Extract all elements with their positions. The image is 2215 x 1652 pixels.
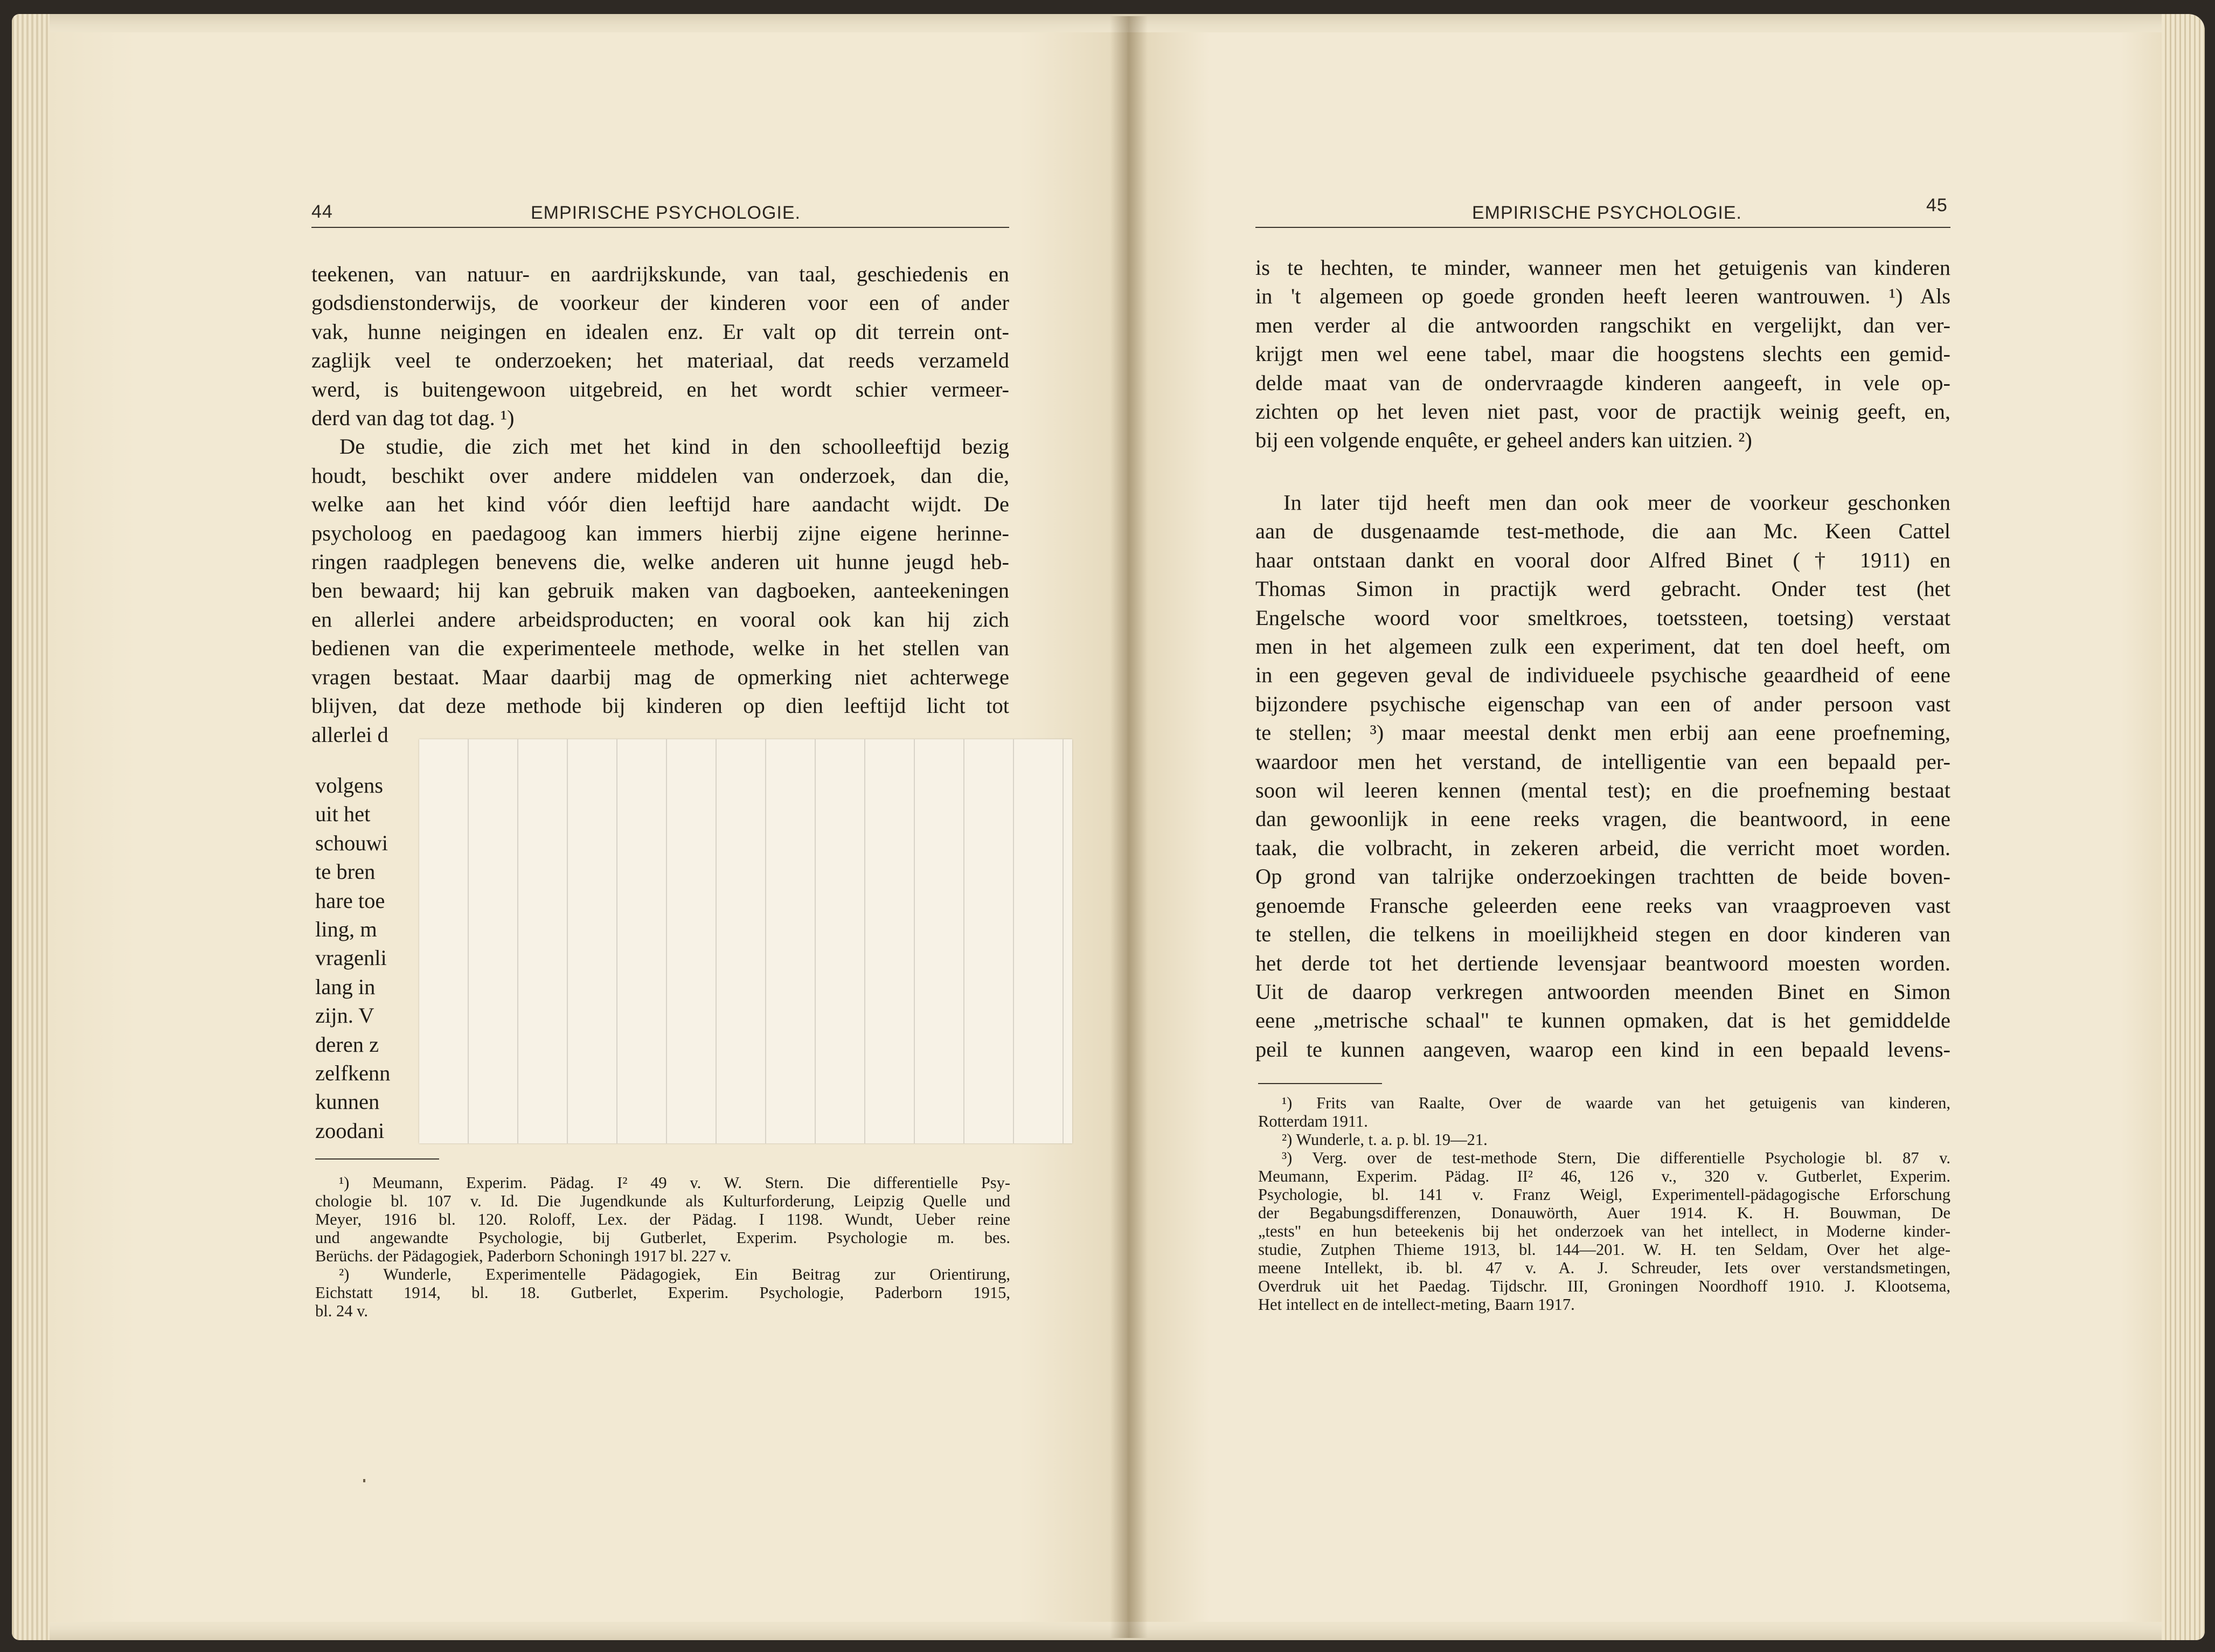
left-body-text xyxy=(311,260,1009,749)
footnote-line: „tests" en hun beteekenis bij het onderzoek van het intellect, in Moderne kinder- xyxy=(1258,1222,1950,1240)
footnote-line: ¹) Meumann, Experim. Pädag. I² 49 v. W. Stern. Die differentielle Psy- xyxy=(339,1174,1010,1192)
text-fragment: zijn. V xyxy=(315,1003,374,1028)
footnote-line: der Begabungsdifferenzen, Donauwörth, Auer 1914. K. H. Bouwman, De xyxy=(1258,1204,1950,1222)
footnote-line: studie, Zutphen Thieme 1913, bl. 144—201. W. H. ten Seldam, Over het alge- xyxy=(1258,1240,1950,1259)
text-line: aan de dusgenaamde test-methode, die aan Mc. Keen Cattel xyxy=(1255,519,1950,544)
right-footnotes xyxy=(1258,1094,1950,1314)
text-line: psycholoog en paedagoog kan immers hierbij zijne eigene herinne- xyxy=(311,520,1009,545)
right-body-text-1 xyxy=(1255,253,1950,455)
left-footnote-rule xyxy=(315,1158,439,1160)
text-line: te stellen; ³) maar meestal denkt men erbij aan eene proefneming, xyxy=(1255,720,1950,745)
paper-speck xyxy=(363,1479,365,1482)
footnote-line: Psychologie, bl. 141 v. Franz Weigl, Experimentell-pädagogische Erforschung xyxy=(1258,1185,1950,1204)
right-footnote-rule xyxy=(1258,1083,1382,1084)
text-line: haar ontstaan dankt en vooral door Alfred Binet († 1911) en xyxy=(1255,547,1950,572)
text-line: blijven, dat deze methode bij kinderen op dien leeftijd licht tot xyxy=(311,693,1009,718)
text-fragment: zelfkenn xyxy=(315,1061,391,1086)
left-running-head: EMPIRISCHE PSYCHOLOGIE. xyxy=(531,203,801,223)
text-line: bij een volgende enquête, er geheel anders kan uitzien. ²) xyxy=(1255,428,1752,453)
text-line: het derde tot het dertiende levensjaar beantwoord moesten worden. xyxy=(1255,950,1950,975)
text-line: In later tijd heeft men dan ook meer de voorkeur geschonken xyxy=(1283,490,1950,515)
text-line: krijgt men wel eene tabel, maar die hoogstens slechts een gemid- xyxy=(1255,342,1950,366)
text-line: te stellen, die telkens in moeilijkheid stegen en door kinderen van xyxy=(1255,922,1950,947)
right-body-text-2 xyxy=(1255,488,1950,1064)
footnote-line: Rotterdam 1911. xyxy=(1258,1112,1368,1130)
text-line: peil te kunnen aangeven, waarop een kind in een bepaald levens- xyxy=(1255,1037,1950,1061)
book-gutter xyxy=(1110,16,1148,1638)
right-running-head: EMPIRISCHE PSYCHOLOGIE. xyxy=(1472,203,1742,223)
text-fragment: kunnen xyxy=(315,1089,380,1114)
text-line: bedienen van die experimenteele methode, welke in het stellen van xyxy=(311,636,1009,661)
text-fragment: te bren xyxy=(315,859,376,884)
text-line: delde maat van de ondervraagde kinderen aangeeft, in vele op- xyxy=(1255,370,1950,395)
footnote-line: Het intellect en de intellect-meting, Baarn 1917. xyxy=(1258,1295,1575,1314)
footnote-line: Meyer, 1916 bl. 120. Roloff, Lex. der Pädag. I 1198. Wundt, Ueber reine xyxy=(315,1210,1010,1228)
text-line: in een gegeven geval de individueele psychische geaardheid of eene xyxy=(1255,663,1950,688)
text-line: teekenen, van natuur- en aardrijkskunde, van taal, geschiedenis en xyxy=(311,262,1009,286)
text-line: zichten op het leven niet past, voor de practijk weinig geeft, en, xyxy=(1255,399,1950,424)
text-line: Engelsche woord voor smeltkroes, toetssteen, toetsing) verstaat xyxy=(1255,605,1950,630)
footnote-line: ¹) Frits van Raalte, Over de waarde van het getuigenis van kinderen, xyxy=(1282,1094,1950,1112)
text-fragment: lang in xyxy=(315,974,376,999)
text-line: soon wil leeren kennen (mental test); en die proefneming bestaat xyxy=(1255,778,1950,803)
page-edges-left xyxy=(12,14,50,1640)
page-edges-right xyxy=(2162,14,2205,1640)
text-line: taak, die volbracht, in zekeren arbeid, die verricht moet worden. xyxy=(1255,835,1950,860)
text-fragment: volgens xyxy=(315,773,383,797)
text-line: ringen raadplegen benevens die, welke anderen uit hunne jeugd heb- xyxy=(311,550,1009,574)
text-fragment: deren z xyxy=(315,1032,379,1057)
text-line: zaglijk veel te onderzoeken; het materiaal, dat reeds verzameld xyxy=(311,348,1009,373)
text-line: eene „metrische schaal" te kunnen opmaken, dat is het gemiddelde xyxy=(1255,1008,1950,1033)
text-fragment: uit het xyxy=(315,802,371,827)
text-line: welke aan het kind vóór dien leeftijd hare aandacht wijdt. De xyxy=(311,492,1009,517)
text-line: waardoor men het verstand, de intelligentie van een bepaald per- xyxy=(1255,749,1950,774)
text-line: houdt, beschikt over andere middelen van onderzoek, dan die, xyxy=(311,463,1009,488)
text-line: ben bewaard; hij kan gebruik maken van dagboeken, aanteekeningen xyxy=(311,578,1009,603)
text-line: Thomas Simon in practijk werd gebracht. Onder test (het xyxy=(1255,577,1950,601)
text-line: vak, hunne neigingen en idealen enz. Er valt op dit terrein ont- xyxy=(311,319,1009,344)
text-fragment: ling, m xyxy=(315,917,377,942)
text-line: bijzondere psychische eigenschap van een of ander persoon vast xyxy=(1255,691,1950,716)
left-footnotes xyxy=(315,1174,1010,1320)
text-fragment: hare toe xyxy=(315,888,385,913)
footnote-line: und angewandte Psychologie, bij Gutberlet, Experim. Psychologie m. bes. xyxy=(315,1228,1010,1247)
left-header-rule xyxy=(311,227,1009,228)
text-line: allerlei d xyxy=(311,722,388,747)
footnote-line: bl. 24 v. xyxy=(315,1302,368,1320)
right-header-rule xyxy=(1255,227,1950,228)
text-line: men in het algemeen zulk een experiment, dat ten doel heeft, om xyxy=(1255,634,1950,659)
text-line: godsdienstonderwijs, de voorkeur der kinderen voor een of ander xyxy=(311,290,1009,315)
text-fragment: vragenli xyxy=(315,946,387,970)
text-line: en allerlei andere arbeidsproducten; en vooral ook kan hij zich xyxy=(311,607,1009,631)
text-line: derd van dag tot dag. ¹) xyxy=(311,406,515,431)
footnote-line: ²) Wunderle, Experimentelle Pädagogiek, Ein Beitrag zur Orientirung, xyxy=(339,1265,1010,1283)
text-line: genoemde Fransche geleerden eene reeks van vraagproeven vast xyxy=(1255,893,1950,918)
text-line: is te hechten, te minder, wanneer men het getuigenis van kinderen xyxy=(1255,255,1950,280)
text-line: werd, is buitengewoon uitgebreid, en het wordt schier vermeer- xyxy=(311,377,1009,401)
text-fragment: schouwi xyxy=(315,830,388,855)
footnote-line: chologie bl. 107 v. Id. Die Jugendkunde als Kulturforderung, Leipzig Quelle und xyxy=(315,1192,1010,1210)
text-line: in 't algemeen op goede gronden heeft leeren wantrouwen. ¹) Als xyxy=(1255,284,1950,309)
text-line: dan gewoonlijk in eene reeks vragen, die beantwoord, in eene xyxy=(1255,807,1950,831)
pasted-paper-slip xyxy=(419,739,1072,1143)
left-page-number: 44 xyxy=(311,202,333,222)
text-line: men verder al die antwoorden rangschikt en vergelijkt, dan ver- xyxy=(1255,313,1950,337)
footnote-line: meene Intellekt, ib. bl. 47 v. A. J. Schreuder, Iets over verstandsmetingen, xyxy=(1258,1259,1950,1277)
right-page-number: 45 xyxy=(1926,195,1948,216)
footnote-line: ³) Verg. over de test-methode Stern, Die differentielle Psychologie bl. 87 v. xyxy=(1282,1149,1950,1167)
footnote-line: Eichstatt 1914, bl. 18. Gutberlet, Experim. Psychologie, Paderborn 1915, xyxy=(315,1283,1010,1302)
text-line: De studie, die zich met het kind in den schoolleeftijd bezig xyxy=(339,434,1009,459)
footnote-line: Berüchs. der Pädagogiek, Paderborn Schoningh 1917 bl. 227 v. xyxy=(315,1247,732,1265)
left-truncated-column xyxy=(315,771,423,1145)
text-line: Op grond van talrijke onderzoekingen trachtten de beide boven- xyxy=(1255,864,1950,889)
footnote-line: ²) Wunderle, t. a. p. bl. 19—21. xyxy=(1282,1130,1488,1149)
text-fragment: zoodani xyxy=(315,1118,385,1143)
text-line: vragen bestaat. Maar daarbij mag de opmerking niet achterwege xyxy=(311,664,1009,689)
text-line: Uit de daarop verkregen antwoorden meenden Binet en Simon xyxy=(1255,979,1950,1004)
footnote-line: Overdruk uit het Paedag. Tijdschr. III, Groningen Noordhoff 1910. J. Klootsema, xyxy=(1258,1277,1950,1295)
footnote-line: Meumann, Experim. Pädag. II² 46, 126 v., 320 v. Gutberlet, Experim. xyxy=(1258,1167,1950,1185)
